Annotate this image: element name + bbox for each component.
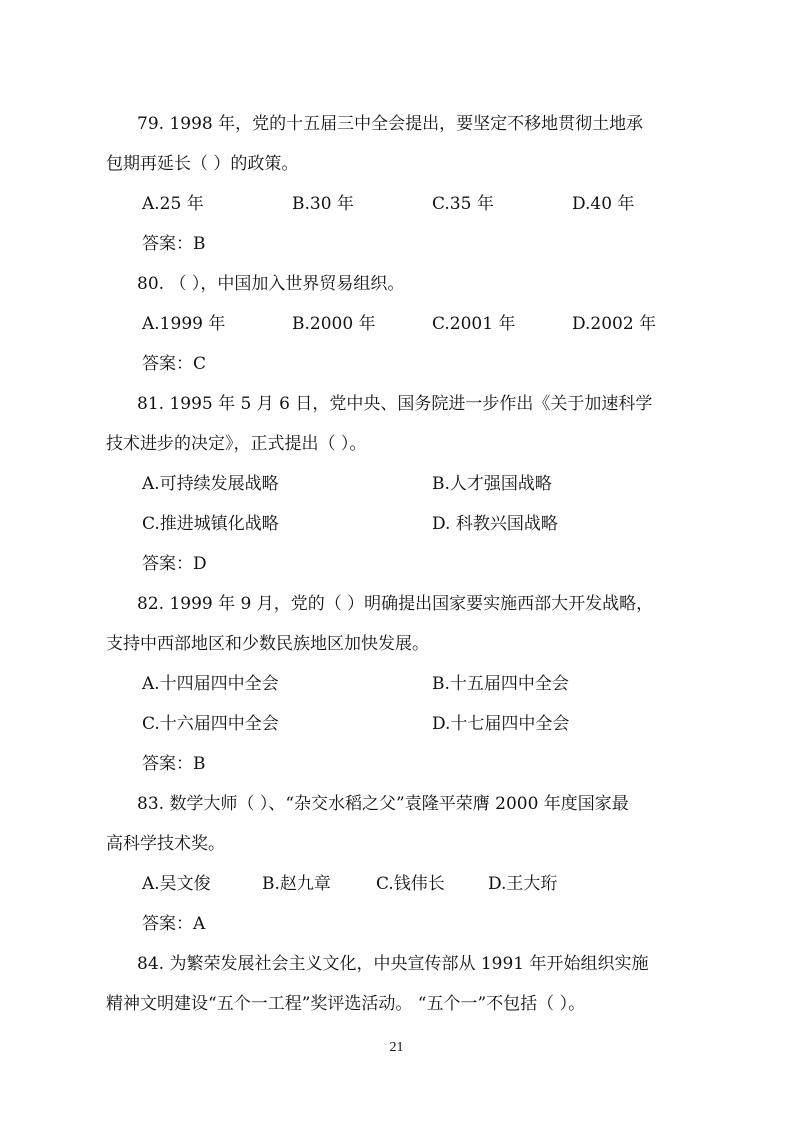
question-81-option-b: B.人才强国战略 [432, 474, 552, 494]
question-79-option-b: B.30 年 [292, 194, 354, 214]
question-82-answer: 答案：B [142, 754, 206, 774]
question-80-answer: 答案：C [142, 354, 207, 374]
question-82-option-d: D.十七届四中全会 [432, 714, 570, 734]
question-79-option-d: D.40 年 [572, 194, 635, 214]
question-84-line1: 84. 为繁荣发展社会主义文化，中央宣传部从 1991 年开始组织实施 [137, 954, 649, 974]
question-83-answer: 答案：A [142, 914, 206, 934]
question-81-line1: 81. 1995 年 5 月 6 日，党中央、国务院进一步作出《关于加速科学 [137, 394, 653, 414]
question-80-option-c: C.2001 年 [432, 314, 516, 334]
question-82-option-a: A.十四届四中全会 [142, 674, 279, 694]
question-83-option-d: D.王大珩 [488, 874, 558, 894]
question-83-line1: 83. 数学大师（ ）、“杂交水稻之父”袁隆平荣膺 2000 年度国家最 [137, 794, 629, 814]
question-79-answer: 答案：B [142, 234, 206, 254]
question-83-option-b: B.赵九章 [262, 874, 331, 894]
question-82-option-c: C.十六届四中全会 [142, 714, 279, 734]
question-81-answer: 答案：D [142, 554, 207, 574]
question-80-option-a: A.1999 年 [142, 314, 226, 334]
question-79-option-a: A.25 年 [142, 194, 204, 214]
question-82-option-b: B.十五届四中全会 [432, 674, 569, 694]
question-83-option-c: C.钱伟长 [376, 874, 445, 894]
question-79-line2: 包期再延长（ ）的政策。 [106, 154, 299, 174]
question-82-line1: 82. 1999 年 9 月，党的（ ）明确提出国家要实施西部大开发战略， [137, 594, 654, 614]
question-81-option-c: C.推进城镇化战略 [142, 514, 279, 534]
question-81-option-d: D. 科教兴国战略 [432, 514, 558, 534]
question-79-line1: 79. 1998 年，党的十五届三中全会提出，要坚定不移地贯彻土地承 [137, 114, 644, 134]
question-84-line2: 精神文明建设“五个一工程”奖评选活动。 “五个一”不包括（ ）。 [106, 994, 586, 1014]
page-number: 21 [389, 1040, 404, 1055]
question-82-line2: 支持中西部地区和少数民族地区加快发展。 [106, 634, 429, 654]
question-81-line2: 技术进步的决定》，正式提出（ ）。 [106, 434, 367, 454]
question-83-option-a: A.吴文俊 [142, 874, 211, 894]
question-81-option-a: A.可持续发展战略 [142, 474, 279, 494]
question-83-line2: 高科学技术奖。 [106, 834, 225, 854]
question-80-line1: 80. （ ），中国加入世界贸易组织。 [137, 274, 405, 294]
question-80-option-d: D.2002 年 [572, 314, 657, 334]
question-79-option-c: C.35 年 [432, 194, 494, 214]
question-80-option-b: B.2000 年 [292, 314, 376, 334]
